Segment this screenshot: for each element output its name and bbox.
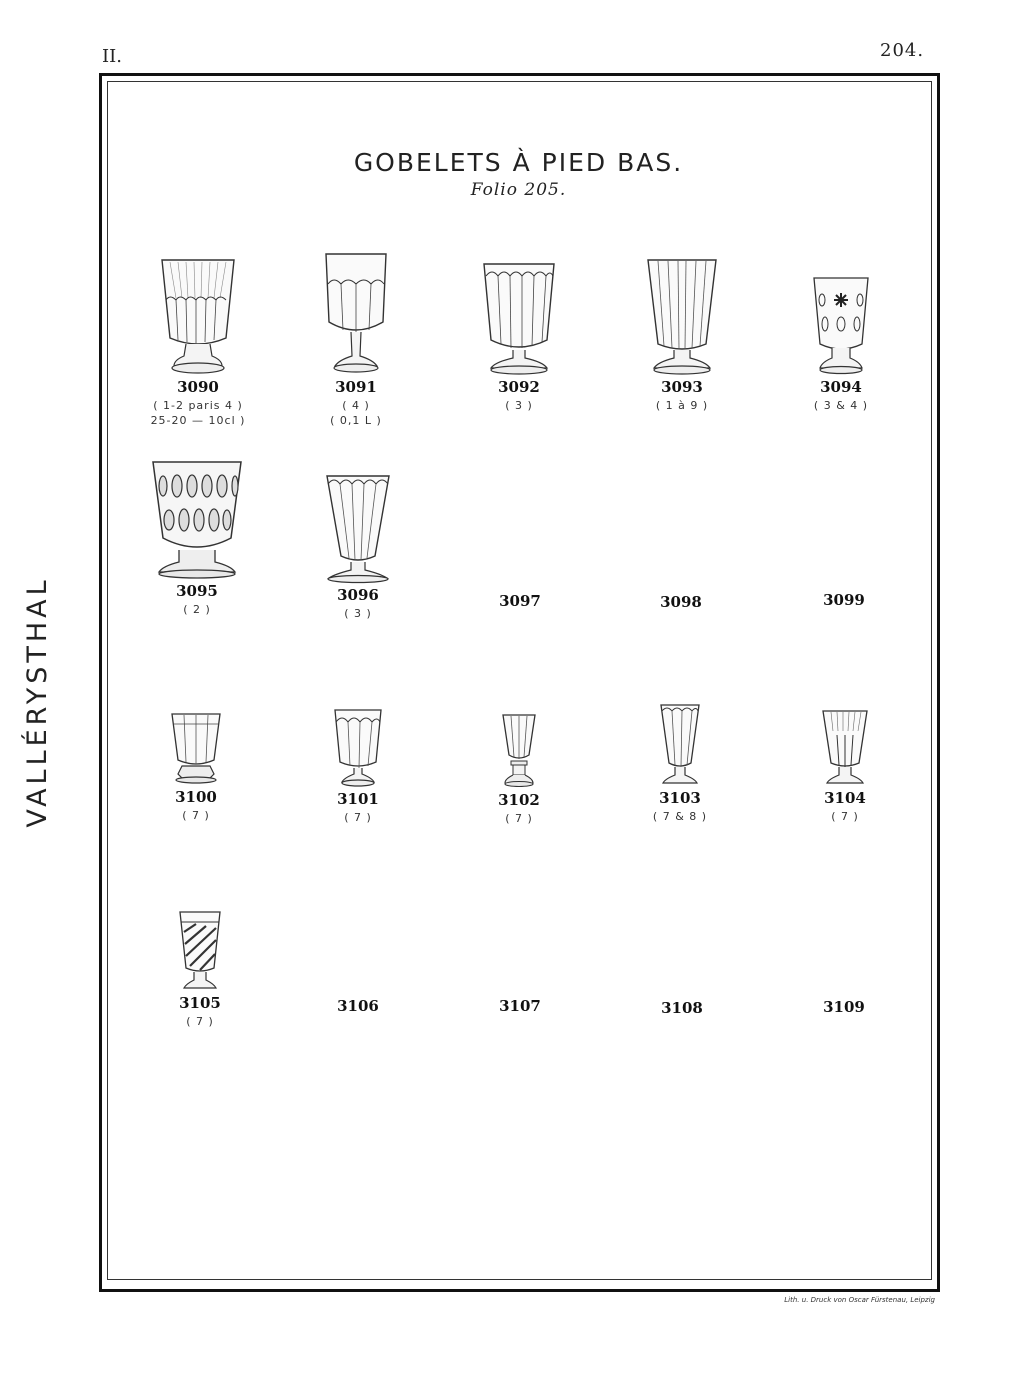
item-note-secondary: ( 0,1 L ) xyxy=(330,414,382,427)
item-note: ( 7 ) xyxy=(344,811,372,824)
item-3095 xyxy=(132,460,262,616)
item-note: ( 3 & 4 ) xyxy=(813,399,869,412)
item-note: ( 1-2 paris 4 ) xyxy=(153,399,243,412)
item-note: ( 3 ) xyxy=(344,607,372,620)
goblet-3095-drawing xyxy=(149,460,245,580)
item-number: 3103 xyxy=(659,789,701,807)
catalog-subtitle: Folio 205. xyxy=(470,180,567,200)
item-number: 3105 xyxy=(179,994,221,1012)
item-number: 3098 xyxy=(660,593,702,611)
item-3091 xyxy=(291,252,421,427)
item-3099 xyxy=(779,589,909,609)
item-3100 xyxy=(131,712,261,822)
goblet-3100-drawing xyxy=(168,712,224,786)
item-number: 3104 xyxy=(824,789,866,807)
item-3098 xyxy=(616,591,746,611)
item-note: ( 7 & 8 ) xyxy=(652,810,708,823)
goblet-3101-drawing xyxy=(330,708,386,788)
item-3105 xyxy=(135,910,265,1028)
item-note: ( 7 ) xyxy=(505,812,533,825)
item-3104 xyxy=(780,709,910,823)
item-3108 xyxy=(617,997,747,1017)
item-number: 3094 xyxy=(820,378,862,396)
item-number: 3106 xyxy=(337,997,379,1015)
item-number: 3102 xyxy=(498,791,540,809)
goblet-3104-drawing xyxy=(819,709,871,787)
item-number: 3093 xyxy=(661,378,703,396)
item-number: 3109 xyxy=(823,998,865,1016)
printer-imprint: Lith. u. Druck von Oscar Fürstenau, Leipzig xyxy=(784,1296,935,1304)
item-number: 3099 xyxy=(823,591,865,609)
item-note: ( 4 ) xyxy=(342,399,370,412)
goblet-3096-drawing xyxy=(323,474,393,584)
item-note: ( 1 à 9 ) xyxy=(655,399,709,412)
item-number: 3091 xyxy=(335,378,377,396)
goblet-3091-drawing xyxy=(321,252,391,376)
item-note: ( 7 ) xyxy=(182,809,210,822)
item-3102 xyxy=(454,713,584,825)
item-number: 3108 xyxy=(661,999,703,1017)
goblet-3092-drawing xyxy=(479,262,559,376)
item-number: 3092 xyxy=(498,378,540,396)
goblet-3094-drawing xyxy=(808,276,874,376)
item-note-secondary: 25-20 — 10cl ) xyxy=(150,414,246,427)
item-3103 xyxy=(615,703,745,823)
item-note: ( 2 ) xyxy=(183,603,211,616)
goblet-3093-drawing xyxy=(642,258,722,376)
item-3101 xyxy=(293,708,423,824)
item-number: 3090 xyxy=(177,378,219,396)
item-3097 xyxy=(455,590,585,610)
item-number: 3096 xyxy=(337,586,379,604)
page-number: 204. xyxy=(880,40,925,61)
item-note: ( 3 ) xyxy=(505,399,533,412)
catalog-title: GOBELETS À PIED BAS. xyxy=(353,148,684,177)
item-number: 3101 xyxy=(337,790,379,808)
item-3093 xyxy=(617,258,747,412)
item-3090 xyxy=(133,258,263,427)
goblet-3103-drawing xyxy=(655,703,705,787)
item-number: 3097 xyxy=(499,592,541,610)
section-mark: II. xyxy=(102,46,122,67)
item-note: ( 7 ) xyxy=(831,810,859,823)
item-3109 xyxy=(779,996,909,1016)
item-number: 3100 xyxy=(175,788,217,806)
goblet-3105-drawing xyxy=(176,910,224,992)
side-title: VALLÉRYSTHAL xyxy=(22,576,53,828)
goblet-3102-drawing xyxy=(497,713,541,789)
item-3096 xyxy=(293,474,423,620)
item-number: 3107 xyxy=(499,997,541,1015)
item-3092 xyxy=(454,262,584,412)
item-3094 xyxy=(776,276,906,412)
goblet-3090-drawing xyxy=(156,258,240,376)
item-note: ( 7 ) xyxy=(186,1015,214,1028)
item-3107 xyxy=(455,995,585,1015)
item-number: 3095 xyxy=(176,582,218,600)
item-3106 xyxy=(293,995,423,1015)
